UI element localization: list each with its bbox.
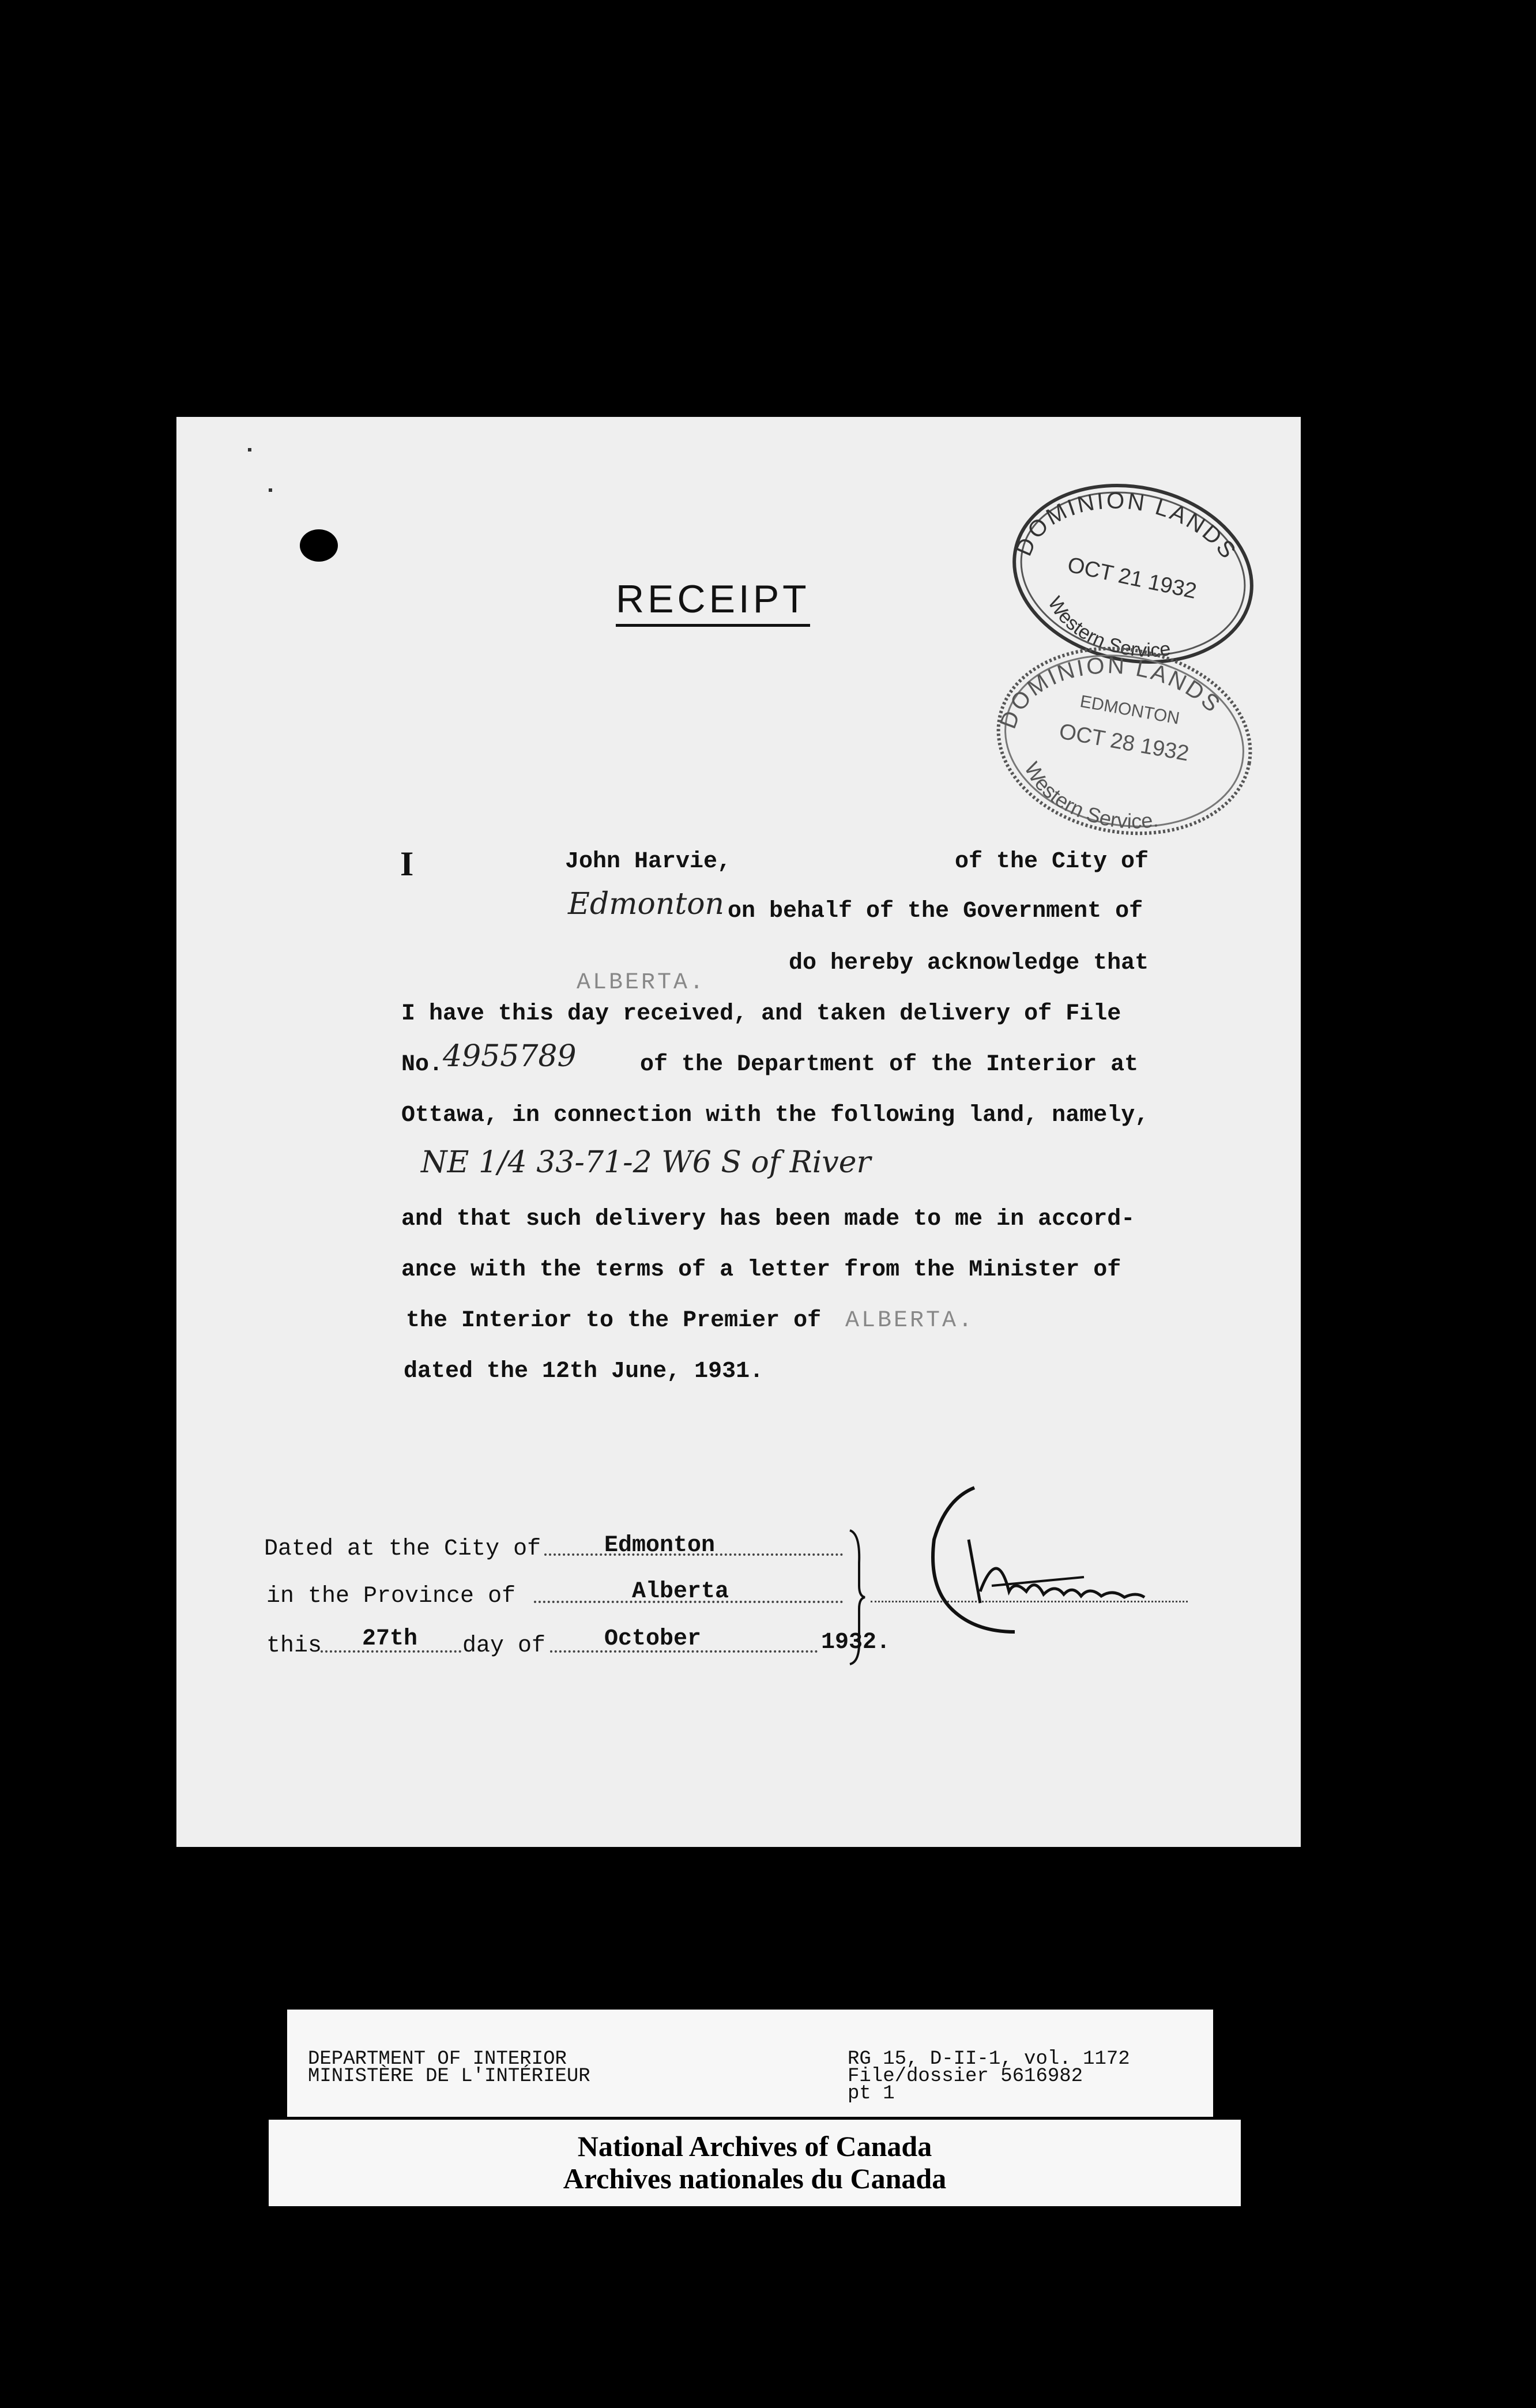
archive-reference-label: [287, 2010, 1213, 2117]
national-archives-label: [269, 2120, 1241, 2206]
dept-english: DEPARTMENT OF INTERIOR: [308, 2048, 567, 2070]
of-city-text: of the City of: [955, 849, 1149, 875]
stamp2-city: EDMONTON: [1078, 691, 1181, 728]
stamp2-date: OCT 28 1932: [1057, 719, 1191, 766]
speck: [269, 488, 272, 492]
file-suffix: of the Department of the Interior at: [640, 1052, 1139, 1078]
dominion-lands-stamp-2: [989, 643, 1260, 839]
dominion-lands-stamp-1: [1006, 481, 1260, 666]
handwritten-land: NE 1/4 33-71-2 W6 S of River: [421, 1145, 871, 1180]
ottawa-line: Ottawa, in connection with the following land, namely,: [401, 1103, 1149, 1128]
stamp2-bottom-text: Western Service.: [1019, 758, 1160, 833]
speck: [248, 448, 251, 452]
dated-at-label: Dated at the City of: [264, 1536, 541, 1562]
year-value: 1932.: [821, 1630, 891, 1656]
file-prefix: No.: [401, 1052, 443, 1078]
dated-province: Alberta: [632, 1579, 729, 1605]
stamp1-bottom-text: Western Service: [1043, 593, 1172, 662]
province-stamped: ALBERTA.: [577, 970, 706, 996]
this-label: this: [266, 1633, 322, 1659]
receipt-title: RECEIPT: [616, 577, 810, 627]
terms-line: ance with the terms of a letter from the Minister of: [401, 1257, 1121, 1283]
ref-line-2: File/dossier 5616982: [848, 2065, 1083, 2087]
day-of-label: day of: [462, 1633, 546, 1659]
interior-line: the Interior to the Premier of: [406, 1308, 822, 1334]
stamp2-top-text: DOMINION LANDS: [995, 653, 1226, 732]
archives-french: Archives nationales du Canada: [563, 2162, 947, 2195]
dated-line: dated the 12th June, 1931.: [404, 1359, 764, 1384]
province-label: in the Province of: [266, 1583, 516, 1609]
on-behalf-text: on behalf of the Government of: [728, 898, 1143, 924]
month-value: October: [604, 1626, 702, 1652]
dept-french: MINISTÈRE DE L'INTÉRIEUR: [308, 2065, 590, 2087]
handwritten-signature: [911, 1476, 1176, 1643]
handwritten-file-number: 4955789: [443, 1039, 577, 1074]
stamp1-date: OCT 21 1932: [1065, 552, 1199, 604]
dated-city: Edmonton: [604, 1533, 716, 1559]
ref-line-1: RG 15, D-II-1, vol. 1172: [848, 2048, 1130, 2070]
received-line: I have this day received, and taken delivery of File: [401, 1001, 1121, 1027]
delivery-line: and that such delivery has been made to me in accord-: [401, 1206, 1135, 1232]
handwritten-city: Edmonton: [568, 887, 725, 921]
claimant-name: John Harvie,: [565, 849, 732, 875]
acknowledge-text: do hereby acknowledge that: [789, 950, 1149, 976]
initial-letter: I: [400, 845, 414, 883]
punch-hole: [300, 529, 338, 562]
ref-line-3: pt 1: [848, 2083, 895, 2105]
day-value: 27th: [362, 1626, 418, 1652]
archives-english: National Archives of Canada: [577, 2130, 932, 2162]
premier-province-stamped: ALBERTA.: [845, 1308, 975, 1334]
bracket: [845, 1528, 868, 1666]
stamp1-top-text: DOMINION LANDS: [1011, 488, 1242, 565]
